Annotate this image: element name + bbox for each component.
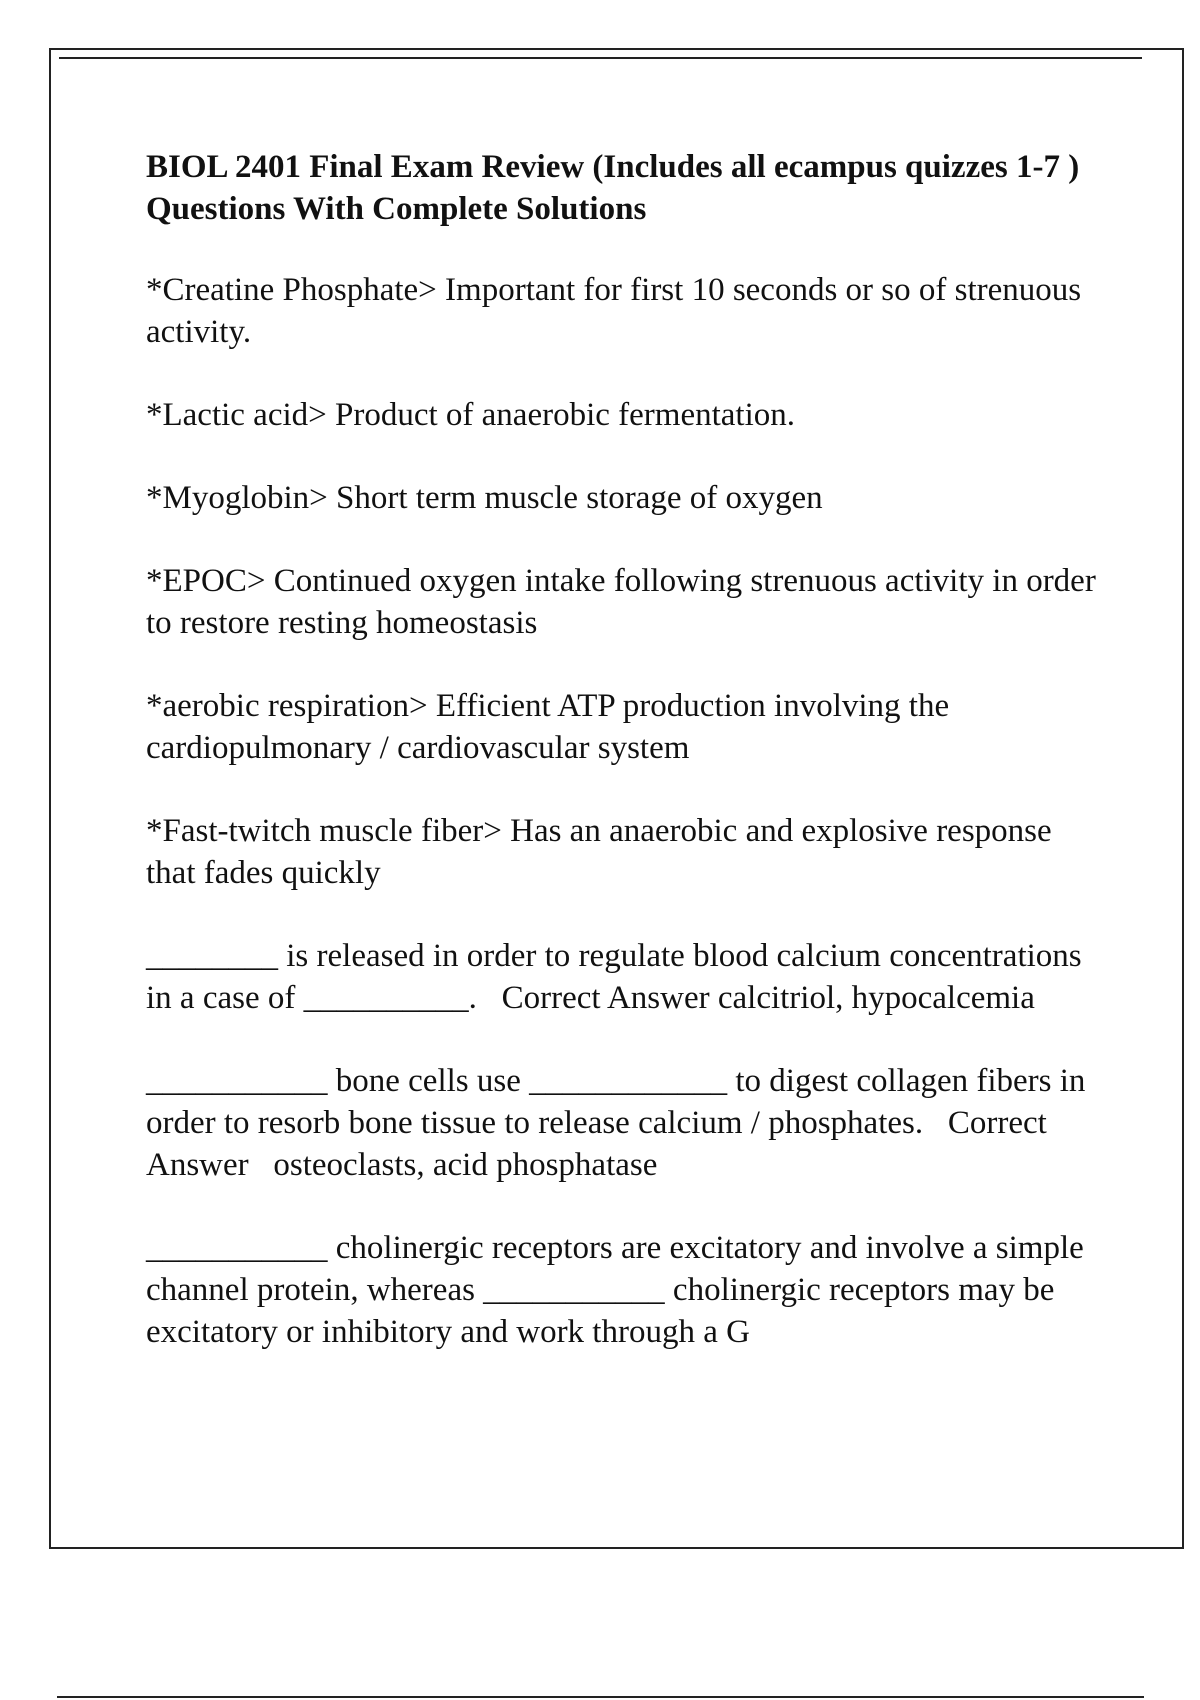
paragraph-myoglobin: *Myoglobin> Short term muscle storage of oxygen [146, 480, 823, 516]
document-body [146, 146, 1105, 1394]
question-calcitriol: ________ is released in order to regulate blood calcium concentrations in a case of __________. Correct Answer calcitriol, hypocalcemia [146, 938, 1090, 1016]
paragraph-fast-twitch: *Fast-twitch muscle fiber> Has an anaerobic and explosive response that fades quickly [146, 813, 1060, 891]
paragraph-epoc: *EPOC> Continued oxygen intake following strenuous activity in order to restore resting homeostasis [146, 563, 1105, 641]
paragraph-lactic-acid: *Lactic acid> Product of anaerobic fermentation. [146, 397, 795, 433]
document-title: BIOL 2401 Final Exam Review (Includes all ecampus quizzes 1-7 ) Questions With Complete Solutions [146, 149, 1080, 227]
paragraph-creatine-phosphate: *Creatine Phosphate> Important for first 10 seconds or so of strenuous activity. [146, 272, 1090, 350]
bottom-rule [57, 1696, 1144, 1698]
question-cholinergic-receptors: ___________ cholinergic receptors are excitatory and involve a simple channel protein, whereas ___________ cholinergic receptors may be excitatory or inhibitory and work through a G [146, 1230, 1093, 1350]
question-osteoclasts: ___________ bone cells use ____________ to digest collagen fibers in order to resorb bone tissue to release calcium / phosphates. Correct Answer osteoclasts, acid phosphatase [146, 1063, 1094, 1183]
top-rule [59, 57, 1142, 59]
paragraph-aerobic-respiration: *aerobic respiration> Efficient ATP production involving the cardiopulmonary / cardiovascular system [146, 688, 958, 766]
